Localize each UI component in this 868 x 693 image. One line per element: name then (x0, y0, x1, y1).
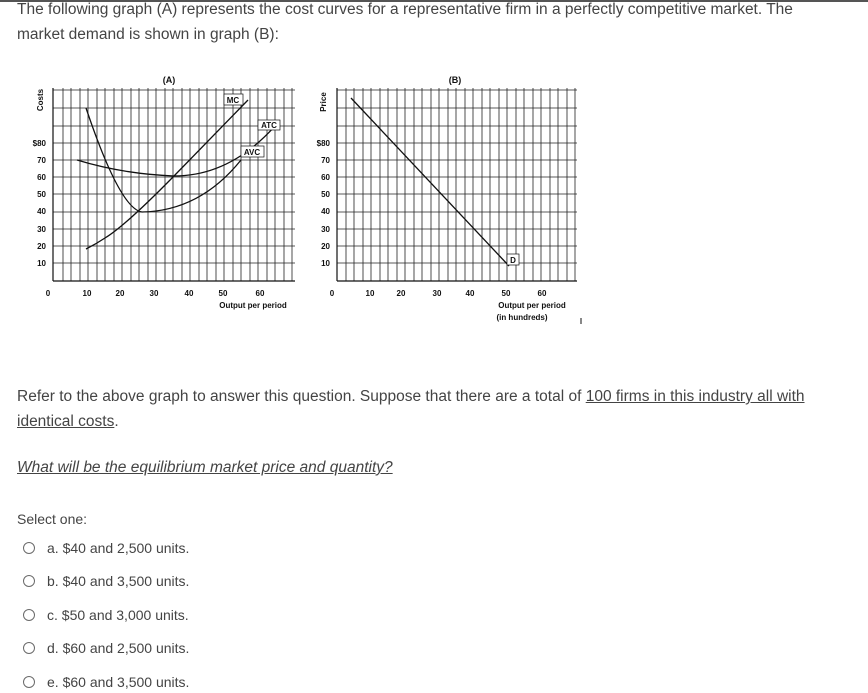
graph-a-y-tick: 60 (37, 173, 46, 182)
graph-a-y-tick: 70 (37, 156, 46, 165)
answer-option-d[interactable] (23, 637, 189, 659)
graph-b-x-tick: 50 (501, 289, 511, 298)
intro-line-1: The following graph (A) represents the cost curves for a representative firm in a perfectly competitive market. The (17, 1, 793, 18)
graph-a-x-tick: 60 (255, 289, 265, 298)
refer-paragraph (17, 384, 857, 434)
intro-line-2: market demand is shown in graph (B): (17, 26, 279, 43)
answer-option-e[interactable] (23, 671, 189, 693)
graph-a-x-tick: 0 (45, 289, 51, 298)
demand-curve (351, 98, 509, 266)
cost-and-demand-figure (0, 68, 620, 338)
option-label[interactable]: b. $40 and 3,500 units. (47, 573, 190, 589)
graph-a-x-label: Output per period (219, 301, 287, 310)
graph-a-y-tick: 30 (37, 225, 46, 234)
graph-a-x-tick: 40 (184, 289, 194, 298)
graph-b-y-tick: 10 (321, 259, 330, 268)
graph-b-x-label: Output per period (498, 301, 566, 310)
radio-button[interactable] (23, 575, 35, 587)
option-label[interactable]: c. $50 and 3,000 units. (47, 607, 189, 623)
graph-b (317, 75, 581, 324)
atc-label: ATC (261, 121, 277, 130)
graph-a-y-label: Costs (36, 88, 45, 112)
graph-a (33, 75, 295, 310)
graph-b-y-tick: 30 (321, 225, 330, 234)
mc-label: MC (226, 96, 240, 105)
graph-a-y-tick: 40 (37, 207, 46, 216)
graph-b-y-tick: 60 (321, 173, 330, 182)
refer-text: Refer to the above graph to answer this question. Suppose that there are a total of (17, 388, 586, 405)
graph-a-title: (A) (162, 75, 176, 85)
answer-option-b[interactable] (23, 570, 189, 592)
graph-a-x-tick: 10 (82, 289, 92, 298)
radio-button[interactable] (23, 609, 35, 621)
graph-b-x-tick: 0 (329, 289, 335, 298)
graph-b-grid (337, 88, 577, 281)
avc-label: AVC (243, 148, 261, 157)
select-one-label: Select one: (17, 511, 88, 527)
option-label[interactable]: e. $60 and 3,500 units. (47, 674, 190, 690)
graph-b-x-label-unit: (in hundreds) (496, 313, 548, 322)
refer-underline-1: 100 firms in this industry all with (585, 388, 805, 405)
graph-b-y-label: Price (319, 92, 328, 112)
graph-a-x-tick: 20 (115, 289, 125, 298)
graph-a-y-tick: 20 (37, 242, 46, 251)
graph-b-x-tick: 40 (465, 289, 475, 298)
graph-a-y-tick: 50 (37, 190, 46, 199)
radio-button[interactable] (23, 642, 35, 654)
graph-b-y-tick: 40 (321, 207, 330, 216)
question-intro (17, 0, 857, 47)
answer-option-c[interactable] (23, 604, 189, 626)
graph-b-title: (B) (448, 75, 462, 85)
graph-a-y-tick: $80 (32, 139, 46, 148)
graph-b-y-tick: 50 (321, 190, 330, 199)
graph-b-y-tick: $80 (316, 139, 330, 148)
graph-b-x-tick: 60 (537, 289, 547, 298)
radio-button[interactable] (23, 676, 35, 688)
question-text: What will be the equilibrium market price and quantity? (17, 459, 393, 476)
graph-a-x-tick: 50 (218, 289, 228, 298)
refer-period: . (114, 413, 119, 430)
demand-label: D (510, 256, 516, 265)
graph-a-x-tick: 30 (149, 289, 159, 298)
graph-b-x-tick: 10 (365, 289, 375, 298)
graph-a-y-tick: 10 (37, 259, 46, 268)
graph-b-x-tick: 20 (396, 289, 406, 298)
refer-underline-2: identical costs (17, 413, 115, 430)
option-label[interactable]: a. $40 and 2,500 units. (47, 540, 190, 556)
graph-b-y-tick: 20 (321, 242, 330, 251)
answer-option-a[interactable] (23, 537, 189, 559)
radio-button[interactable] (23, 542, 35, 554)
graph-b-x-tick: 30 (432, 289, 442, 298)
option-label[interactable]: d. $60 and 2,500 units. (47, 640, 190, 656)
graph-b-y-tick: 70 (321, 156, 330, 165)
